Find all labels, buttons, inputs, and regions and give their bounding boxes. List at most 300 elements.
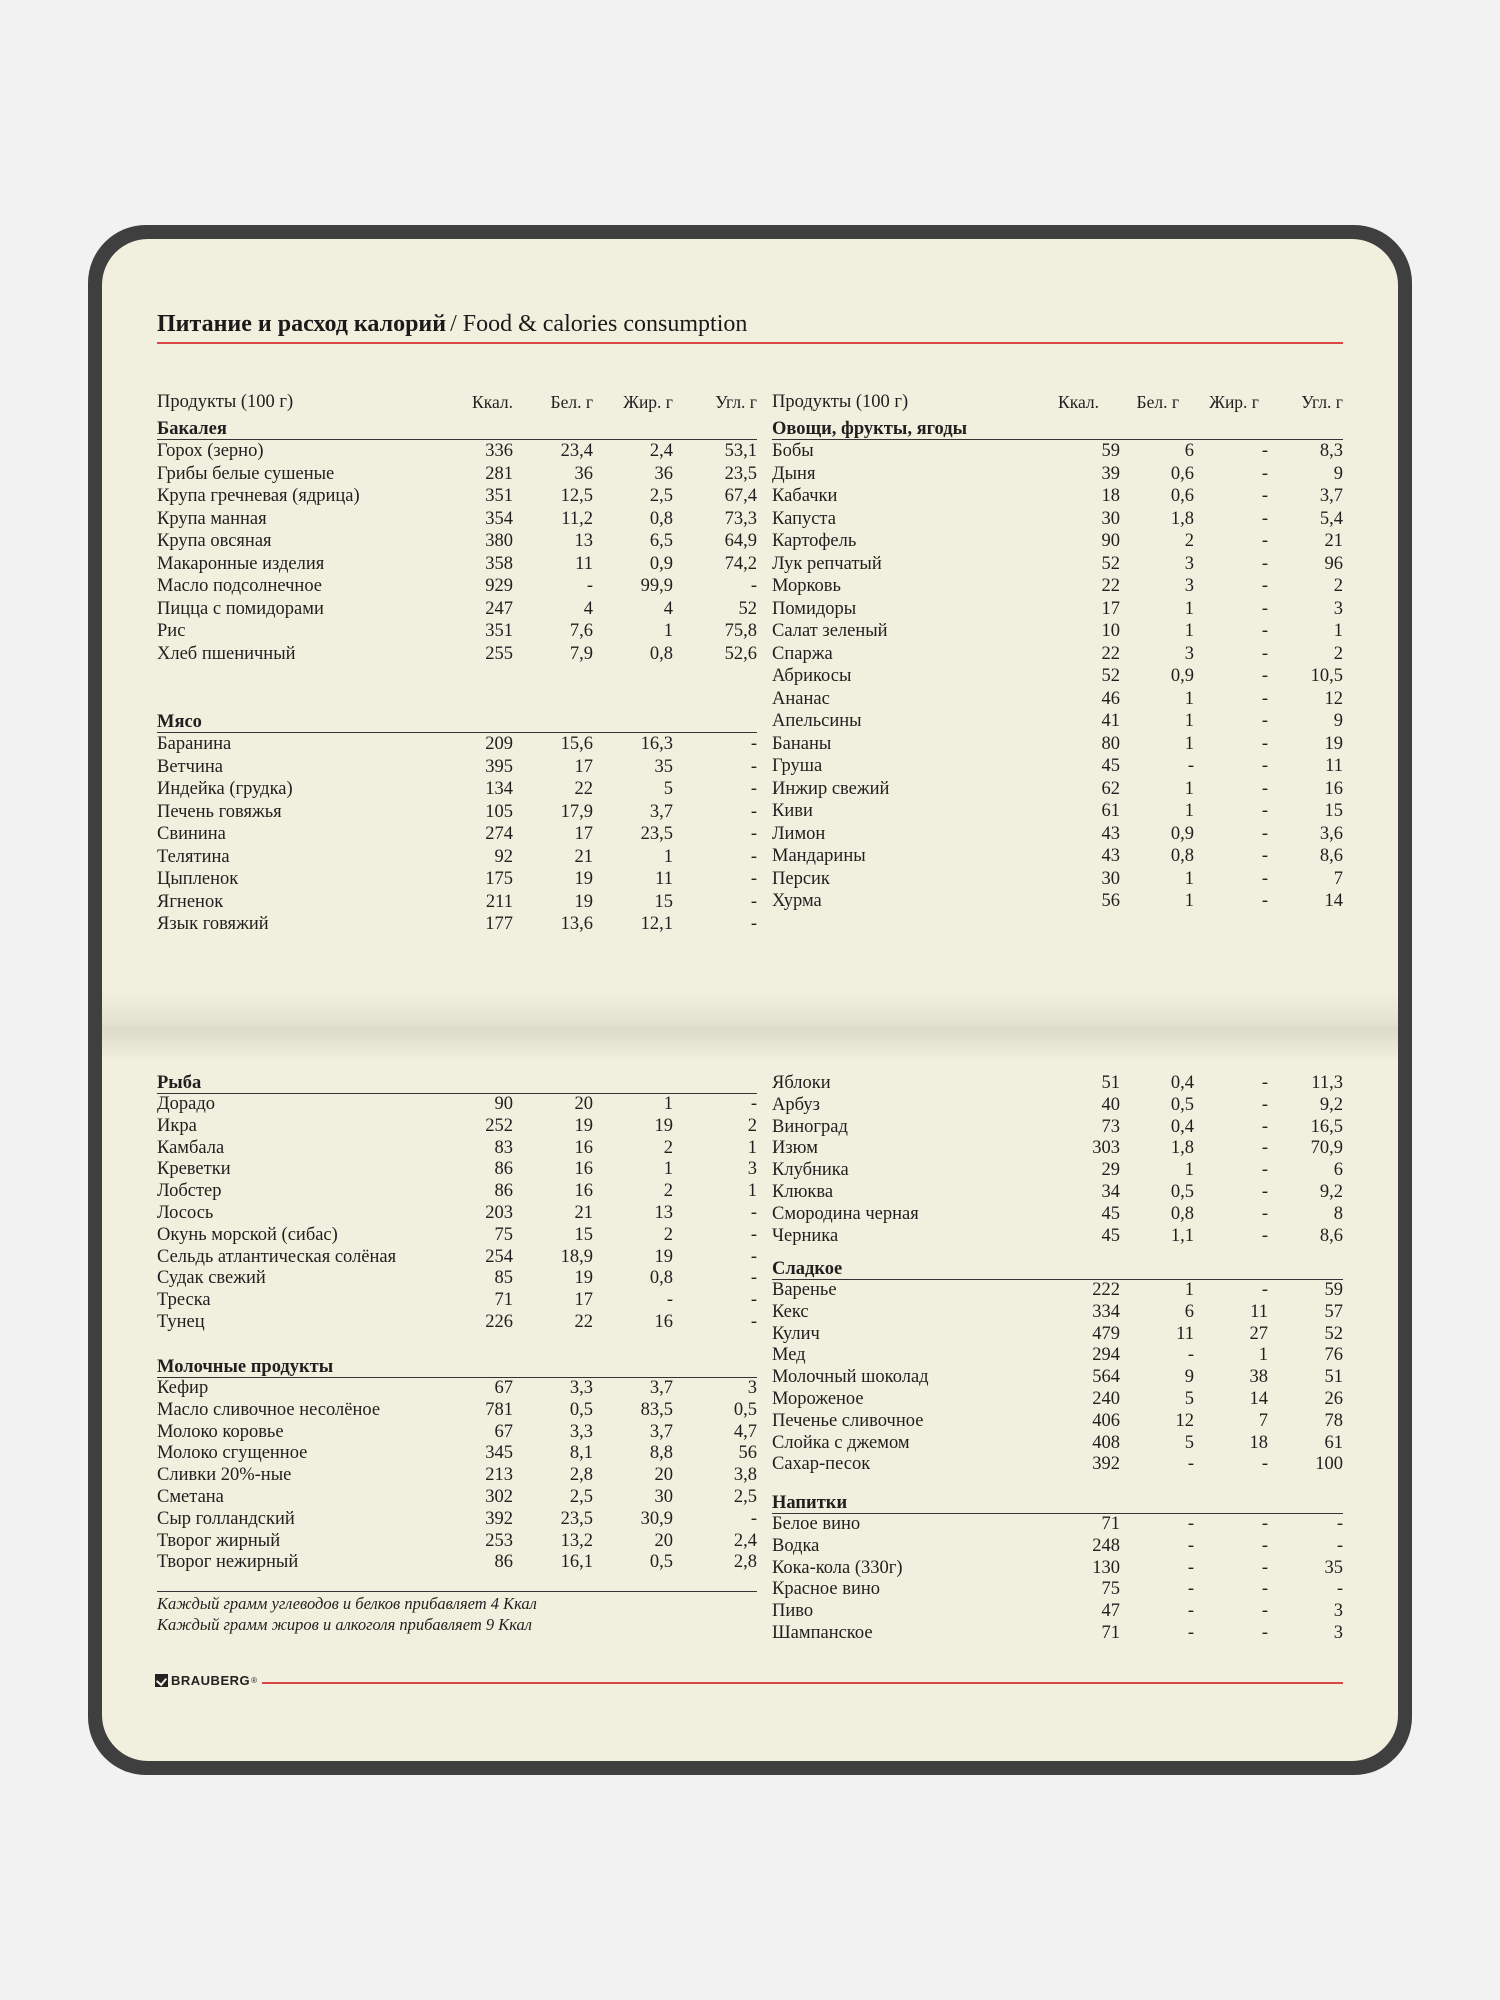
product-name: Творог жирный: [157, 1530, 281, 1551]
fat-value: -: [1261, 733, 1268, 754]
fat-value: 15: [654, 891, 673, 912]
product-name: Грибы белые сушеные: [157, 463, 335, 484]
fat-value: -: [1261, 1181, 1268, 1202]
table-row: [772, 665, 1343, 688]
kcal-value: 45: [1101, 756, 1120, 776]
table-row: [772, 800, 1343, 823]
carbs-value: 15: [1324, 801, 1343, 821]
protein-value: 0,8: [1170, 1203, 1194, 1224]
fat-value: -: [1261, 1073, 1268, 1093]
section-title: Молочные продукты: [157, 1357, 757, 1378]
protein-value: -: [1187, 756, 1194, 776]
fat-value: -: [1261, 1116, 1268, 1137]
table-row: [157, 1443, 757, 1465]
carbs-value: 2: [1333, 643, 1343, 664]
protein-value: 16,1: [560, 1552, 593, 1573]
product-name: Виноград: [772, 1116, 848, 1137]
kcal-value: 75: [1101, 1579, 1120, 1600]
fat-value: 27: [1249, 1323, 1268, 1344]
carbs-value: -: [1336, 1535, 1343, 1556]
protein-value: 2: [1184, 531, 1194, 551]
protein-value: 0,5: [1170, 1181, 1194, 1202]
protein-value: 1: [1184, 621, 1194, 641]
carbs-value: -: [750, 891, 757, 912]
table-row: [157, 1094, 757, 1116]
fat-value: 23,5: [640, 824, 673, 844]
header-protein: Бел. г: [1136, 392, 1179, 412]
product-name: Кулич: [772, 1323, 820, 1344]
brand-name: BRAUBERG: [171, 1673, 251, 1688]
kcal-value: 56: [1101, 891, 1120, 911]
section-drinks: [772, 1493, 1343, 1645]
fat-value: -: [1261, 1454, 1268, 1475]
product-name: Свинина: [157, 824, 226, 844]
protein-value: 1: [1184, 598, 1194, 619]
fat-value: 3,7: [649, 801, 673, 822]
protein-value: 0,5: [569, 1399, 593, 1420]
product-name: Шампанское: [772, 1622, 873, 1643]
protein-value: 18,9: [560, 1246, 593, 1267]
carbs-value: 3,7: [1319, 486, 1343, 506]
fat-value: -: [1261, 1094, 1268, 1115]
fat-value: -: [1261, 508, 1268, 529]
protein-value: 1: [1184, 1280, 1194, 1300]
kcal-value: 564: [1092, 1367, 1120, 1388]
kcal-value: 334: [1092, 1301, 1120, 1322]
fat-value: -: [1261, 1601, 1268, 1622]
kcal-value: 45: [1101, 1225, 1120, 1246]
kcal-value: 252: [485, 1115, 513, 1136]
protein-value: 21: [574, 1202, 593, 1223]
fat-value: 38: [1249, 1367, 1268, 1388]
section-fish: [157, 1073, 757, 1334]
table-row: [157, 1509, 757, 1531]
header-kcal: Ккал.: [472, 392, 513, 412]
product-name: Икра: [157, 1115, 197, 1136]
product-name: Водка: [772, 1535, 820, 1556]
fat-value: -: [1261, 1622, 1268, 1643]
protein-value: 23,5: [560, 1508, 593, 1529]
carbs-value: 9: [1333, 711, 1343, 731]
protein-value: 17: [574, 824, 593, 844]
product-name: Ягненок: [157, 891, 224, 912]
table-row: [157, 485, 757, 508]
table-row: [772, 710, 1343, 733]
section-title: Бакалея: [157, 419, 757, 440]
table-row: [157, 1422, 757, 1444]
table-row: [157, 508, 757, 531]
fat-value: 18: [1249, 1432, 1268, 1453]
carbs-value: 3,8: [733, 1465, 757, 1486]
product-name: Сыр голландский: [157, 1508, 295, 1529]
table-row: [157, 868, 757, 891]
carbs-value: 8,6: [1319, 1225, 1343, 1246]
kcal-value: 255: [485, 643, 513, 664]
kcal-value: 71: [494, 1290, 513, 1311]
protein-value: 17,9: [560, 801, 593, 822]
table-row: [772, 575, 1343, 598]
product-name: Окунь морской (сибас): [157, 1224, 338, 1245]
kcal-value: 51: [1101, 1073, 1120, 1093]
title-rule: [157, 342, 1343, 344]
table-row: [157, 1531, 757, 1553]
kcal-value: 134: [485, 779, 513, 799]
table-row: [772, 1579, 1343, 1601]
kcal-value: 92: [494, 846, 513, 867]
section-title: Мясо: [157, 712, 757, 733]
fat-value: 11: [655, 869, 673, 889]
fat-value: 19: [654, 1246, 673, 1267]
carbs-value: 70,9: [1310, 1138, 1343, 1159]
table-row: [772, 1558, 1343, 1580]
carbs-value: 10,5: [1310, 666, 1343, 686]
product-name: Картофель: [772, 531, 857, 551]
product-name: Пицца с помидорами: [157, 598, 324, 619]
protein-value: 22: [574, 1311, 593, 1332]
carbs-value: 9,2: [1319, 1181, 1343, 1202]
note-line: Каждый грамм жиров и алкоголя прибавляет 9 Ккал: [157, 1615, 532, 1634]
kcal-value: 67: [494, 1378, 513, 1398]
product-name: Дорадо: [157, 1094, 215, 1114]
fat-value: 16,3: [640, 734, 673, 754]
kcal-value: 45: [1101, 1203, 1120, 1224]
section-vegetables-fruits: [772, 419, 1343, 913]
product-name: Клюква: [772, 1181, 834, 1202]
protein-value: 1: [1184, 891, 1194, 911]
product-name: Капуста: [772, 508, 836, 529]
kcal-value: 281: [485, 463, 513, 484]
carbs-value: 64,9: [724, 531, 757, 551]
product-name: Макаронные изделия: [157, 553, 325, 574]
product-name: Молоко сгущенное: [157, 1443, 308, 1464]
carbs-value: 11,3: [1311, 1073, 1343, 1093]
fat-value: -: [1261, 1138, 1268, 1159]
protein-value: 13: [574, 531, 593, 551]
protein-value: 36: [574, 463, 593, 484]
carbs-value: 52: [738, 598, 757, 619]
product-name: Сельдь атлантическая солёная: [157, 1246, 397, 1267]
kcal-value: 177: [485, 914, 513, 934]
protein-value: -: [1187, 1345, 1194, 1366]
table-row: [772, 1411, 1343, 1433]
table-row: [157, 846, 757, 869]
product-name: Белое вино: [772, 1514, 861, 1534]
product-name: Красное вино: [772, 1579, 881, 1600]
carbs-value: 35: [1324, 1557, 1343, 1578]
carbs-value: 78: [1324, 1410, 1343, 1431]
fat-value: 8,8: [649, 1443, 673, 1464]
kcal-value: 226: [485, 1311, 513, 1332]
table-row: [157, 756, 757, 779]
protein-value: -: [1187, 1579, 1194, 1600]
fat-value: 30: [654, 1486, 673, 1507]
protein-value: 15,6: [560, 734, 593, 754]
product-name: Масло подсолнечное: [157, 576, 323, 596]
kcal-value: 22: [1101, 643, 1120, 664]
header-carbs: Угл. г: [715, 392, 757, 412]
product-name: Арбуз: [772, 1094, 820, 1115]
fat-value: -: [1261, 1535, 1268, 1556]
carbs-value: -: [750, 1311, 757, 1332]
carbs-value: 74,2: [724, 553, 757, 574]
kcal-value: 274: [485, 824, 513, 844]
carbs-value: 61: [1324, 1432, 1343, 1453]
product-name: Масло сливочное несолёное: [157, 1399, 381, 1420]
product-name: Молочный шоколад: [772, 1367, 929, 1388]
protein-value: 0,9: [1170, 823, 1194, 844]
kcal-value: 302: [485, 1486, 513, 1507]
carbs-value: 2: [747, 1115, 757, 1136]
table-row: [772, 1623, 1343, 1645]
carbs-value: 73,3: [724, 508, 757, 529]
kcal-value: 254: [485, 1246, 513, 1267]
fat-value: -: [1261, 1225, 1268, 1246]
notebook-page: [102, 239, 1398, 1761]
fat-value: -: [1261, 891, 1268, 911]
fat-value: -: [1261, 441, 1268, 461]
protein-value: 4: [583, 598, 593, 619]
kcal-value: 80: [1101, 733, 1120, 754]
carbs-value: 12: [1324, 688, 1343, 709]
product-name: Печень говяжья: [157, 801, 282, 822]
carbs-value: 59: [1324, 1280, 1343, 1300]
protein-value: 1: [1184, 1160, 1194, 1181]
carbs-value: -: [750, 779, 757, 799]
table-row: [157, 778, 757, 801]
fat-value: -: [1261, 1160, 1268, 1181]
kcal-value: 213: [485, 1465, 513, 1486]
product-name: Клубника: [772, 1160, 849, 1181]
protein-value: 13,2: [560, 1530, 593, 1551]
product-name: Апельсины: [772, 711, 862, 731]
table-row: [157, 1465, 757, 1487]
kcal-value: 345: [485, 1443, 513, 1464]
kcal-value: 83: [494, 1137, 513, 1158]
fat-value: -: [1261, 643, 1268, 664]
table-row: [772, 530, 1343, 553]
fat-value: -: [1261, 868, 1268, 889]
product-name: Сметана: [157, 1486, 224, 1507]
fat-value: 4: [663, 598, 673, 619]
protein-value: 3: [1184, 643, 1194, 664]
protein-value: 12,5: [560, 486, 593, 506]
carbs-value: 76: [1324, 1345, 1343, 1366]
header-fat: Жир. г: [623, 392, 673, 412]
carbs-value: -: [750, 846, 757, 867]
product-name: Абрикосы: [772, 666, 852, 686]
bottom-rule: [262, 1682, 1343, 1684]
protein-value: 22: [574, 779, 593, 799]
carbs-value: 1: [747, 1181, 757, 1202]
table-row: [157, 553, 757, 576]
protein-value: 2,8: [569, 1465, 593, 1486]
brand-logo: [155, 1673, 258, 1688]
note-line: Каждый грамм углеводов и белков прибавляет 4 Ккал: [157, 1594, 537, 1613]
table-row: [772, 1345, 1343, 1367]
table-row: [772, 508, 1343, 531]
protein-value: 23,4: [560, 441, 593, 461]
protein-value: 1: [1184, 868, 1194, 889]
product-name: Бананы: [772, 733, 832, 754]
product-name: Лук репчатый: [772, 553, 882, 574]
carbs-value: 2,4: [733, 1530, 757, 1551]
table-row: [157, 913, 757, 936]
fat-value: 13: [654, 1202, 673, 1223]
table-row: [157, 1181, 757, 1203]
protein-value: 16: [574, 1181, 593, 1202]
product-name: Дыня: [772, 463, 816, 484]
fat-value: -: [1261, 1514, 1268, 1534]
table-row: [772, 688, 1343, 711]
kcal-value: 354: [485, 508, 513, 529]
kcal-value: 929: [485, 576, 513, 596]
carbs-value: 8,6: [1319, 846, 1343, 866]
carbs-value: 3: [1333, 1601, 1343, 1622]
table-row: [772, 845, 1343, 868]
kcal-value: 380: [485, 531, 513, 551]
product-name: Сахар-песок: [772, 1454, 871, 1475]
table-row: [157, 1247, 757, 1269]
kcal-value: 336: [485, 441, 513, 461]
carbs-value: 1: [1333, 621, 1343, 641]
carbs-value: 57: [1324, 1301, 1343, 1322]
kcal-value: 71: [1101, 1514, 1120, 1534]
product-name: Мороженое: [772, 1388, 864, 1409]
carbs-value: -: [1336, 1514, 1343, 1534]
carbs-value: 56: [738, 1443, 757, 1464]
fat-value: -: [1261, 778, 1268, 799]
table-row: [772, 440, 1343, 463]
table-row: [157, 1203, 757, 1225]
carbs-value: 26: [1324, 1388, 1343, 1409]
protein-value: 19: [574, 869, 593, 889]
kcal-value: 39: [1101, 463, 1120, 484]
kcal-value: 209: [485, 734, 513, 754]
carbs-value: -: [750, 914, 757, 934]
protein-value: 9: [1184, 1367, 1194, 1388]
table-row: [157, 1290, 757, 1312]
fat-value: -: [1261, 621, 1268, 641]
table-row: [772, 1601, 1343, 1623]
protein-value: 12: [1175, 1410, 1194, 1431]
product-name: Кока-кола (330г): [772, 1557, 903, 1578]
protein-value: 19: [574, 1268, 593, 1289]
fat-value: -: [1261, 801, 1268, 821]
carbs-value: 8,3: [1319, 441, 1343, 461]
protein-value: 13,6: [560, 914, 593, 934]
fat-value: 20: [654, 1465, 673, 1486]
page-title-ru: Питание и расход калорий: [157, 311, 447, 337]
carbs-value: 3: [1333, 598, 1343, 619]
carbs-value: 7: [1333, 868, 1343, 889]
carbs-value: 2,8: [733, 1552, 757, 1573]
carbs-value: 2: [1333, 576, 1343, 596]
fat-value: 19: [654, 1115, 673, 1136]
kcal-value: 43: [1101, 846, 1120, 866]
fat-value: -: [1261, 1557, 1268, 1578]
fat-value: -: [666, 1290, 673, 1311]
product-name: Камбала: [157, 1137, 225, 1158]
product-name: Персик: [772, 868, 830, 889]
fat-value: 16: [654, 1311, 673, 1332]
kcal-value: 479: [1092, 1323, 1120, 1344]
protein-value: 11: [1176, 1323, 1194, 1344]
kcal-value: 105: [485, 801, 513, 822]
product-name: Горох (зерно): [157, 441, 264, 461]
kcal-value: 203: [485, 1202, 513, 1223]
table-row: [157, 1116, 757, 1138]
fat-value: 6,5: [649, 531, 673, 551]
product-name: Рис: [157, 621, 186, 641]
fat-value: -: [1261, 553, 1268, 574]
product-name: Лосось: [157, 1202, 214, 1223]
product-name: Крупа манная: [157, 508, 267, 529]
carbs-value: 3: [747, 1159, 757, 1180]
kcal-value: 408: [1092, 1432, 1120, 1453]
carbs-value: 16: [1324, 778, 1343, 799]
page-title-en: / Food & calories consumption: [450, 311, 748, 337]
kcal-value: 40: [1101, 1094, 1120, 1115]
product-name: Печенье сливочное: [772, 1410, 924, 1431]
product-name: Инжир свежий: [772, 778, 890, 799]
header-carbs: Угл. г: [1301, 392, 1343, 412]
protein-value: 0,4: [1170, 1073, 1194, 1093]
product-name: Пиво: [772, 1601, 814, 1622]
carbs-value: 5,4: [1319, 508, 1343, 529]
kcal-value: 67: [494, 1421, 513, 1442]
fat-value: -: [1261, 823, 1268, 844]
table-row: [772, 1514, 1343, 1536]
fat-value: 0,8: [649, 643, 673, 664]
table-row: [157, 1487, 757, 1509]
protein-value: 2,5: [569, 1486, 593, 1507]
kcal-value: 17: [1101, 598, 1120, 619]
product-name: Кефир: [157, 1378, 209, 1398]
carbs-value: 52: [1324, 1323, 1343, 1344]
fat-value: 5: [663, 779, 673, 799]
header-fat: Жир. г: [1209, 392, 1259, 412]
protein-value: 0,8: [1170, 846, 1194, 866]
product-name: Изюм: [772, 1138, 818, 1159]
product-name: Мандарины: [772, 846, 866, 866]
product-name: Кабачки: [772, 486, 838, 506]
fat-value: 2: [663, 1137, 673, 1158]
fat-value: -: [1261, 711, 1268, 731]
protein-value: 19: [574, 1115, 593, 1136]
kcal-value: 18: [1101, 486, 1120, 506]
kcal-value: 62: [1101, 778, 1120, 799]
protein-value: 0,5: [1170, 1094, 1194, 1115]
carbs-value: -: [750, 1246, 757, 1267]
product-name: Морковь: [772, 576, 841, 596]
protein-value: 15: [574, 1224, 593, 1245]
kcal-value: 43: [1101, 823, 1120, 844]
product-name: Крупа гречневая (ядрица): [157, 486, 360, 506]
fat-value: -: [1261, 598, 1268, 619]
left-top-tables: [157, 419, 757, 979]
carbs-value: 3,6: [1319, 823, 1343, 844]
kcal-value: 222: [1092, 1280, 1120, 1300]
kcal-value: 175: [485, 869, 513, 889]
table-row: [772, 1073, 1343, 1095]
fat-value: 99,9: [640, 576, 673, 596]
carbs-value: -: [750, 734, 757, 754]
table-row: [772, 1226, 1343, 1248]
fat-value: -: [1261, 1203, 1268, 1224]
carbs-value: 67,4: [724, 486, 757, 506]
fat-value: 12,1: [640, 914, 673, 934]
product-name: Хурма: [772, 891, 822, 911]
